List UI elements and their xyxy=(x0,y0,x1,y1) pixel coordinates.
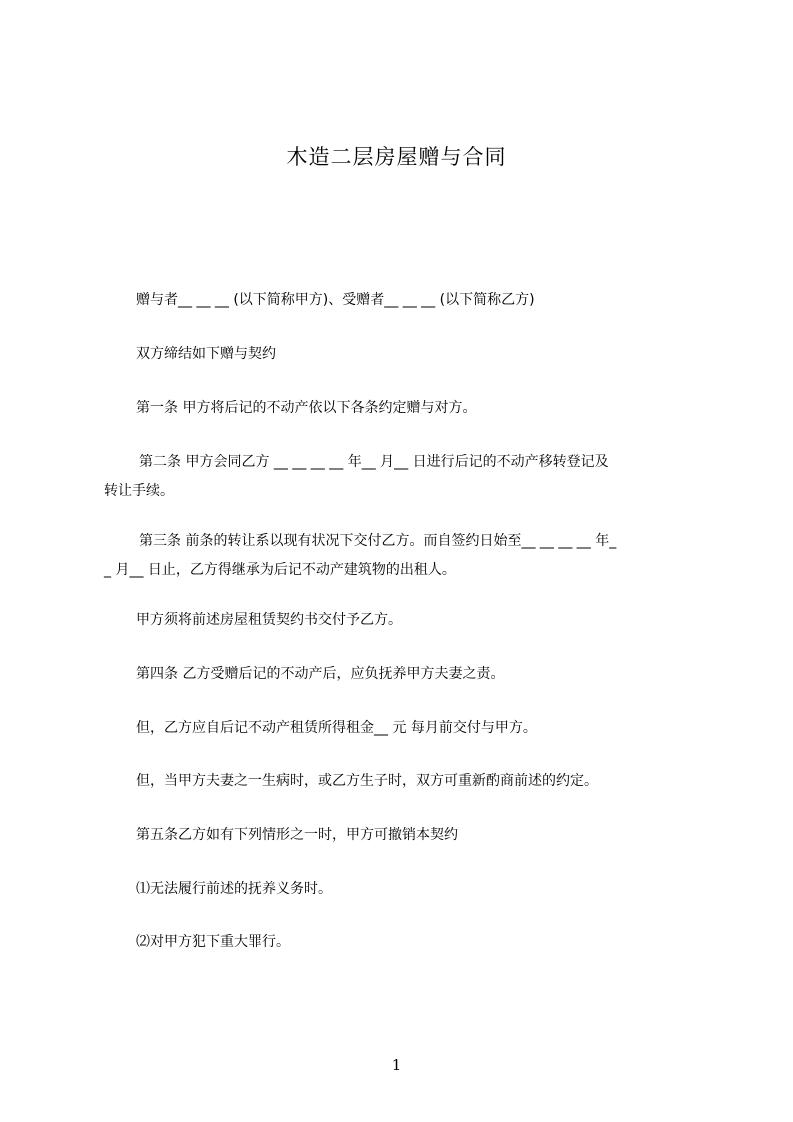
paragraph-line: 双方缔结如下赠与契约 xyxy=(136,346,276,362)
paragraph-line: ⑴无法履行前述的抚养义务时。 xyxy=(136,881,332,897)
paragraph-rent xyxy=(104,714,704,743)
page-number: 1 xyxy=(391,1056,402,1074)
paragraph-article-3 xyxy=(104,527,704,585)
paragraph-article-1 xyxy=(104,394,704,423)
paragraph-line: 转让手续。 xyxy=(104,483,174,499)
paragraph-line: 第二条 甲方会同乙方 __ __ __ __ 年__ 月__ 日进行后记的不动产移转登记及 xyxy=(139,454,609,470)
paragraph-parties xyxy=(104,286,704,315)
paragraph-article-5 xyxy=(104,821,704,850)
paragraph-line: ⑵对甲方犯下重大罪行。 xyxy=(136,934,290,950)
paragraph-line: 第五条乙方如有下列情形之一时，甲方可撤销本契约 xyxy=(136,827,458,843)
paragraph-line: _ 月__ 日止，乙方得继承为后记不动产建筑物的出租人。 xyxy=(104,562,456,578)
paragraph-agreement xyxy=(104,340,704,369)
paragraph-lease-delivery xyxy=(104,606,704,635)
paragraph-line: 第一条 甲方将后记的不动产依以下各条约定赠与对方。 xyxy=(136,400,477,416)
paragraph-condition-2 xyxy=(104,928,704,957)
paragraph-line: 第四条 乙方受赠后记的不动产后，应负抚养甲方夫妻之责。 xyxy=(136,666,505,682)
paragraph-condition-1 xyxy=(104,875,704,904)
paragraph-article-4 xyxy=(104,660,704,689)
paragraph-article-2 xyxy=(104,448,704,506)
paragraph-renegotiate xyxy=(104,767,704,796)
paragraph-line: 甲方须将前述房屋租赁契约书交付予乙方。 xyxy=(136,612,402,628)
paragraph-line: 第三条 前条的转让系以现有状况下交付乙方。而自签约日始至__ __ __ __ 年_ xyxy=(139,533,617,549)
paragraph-line: 但，乙方应自后记不动产租赁所得租金__ 元 每月前交付与甲方。 xyxy=(136,720,537,736)
paragraph-line: 但，当甲方夫妻之一生病时，或乙方生子时，双方可重新酌商前述的约定。 xyxy=(136,773,598,789)
paragraph-line: 赠与者__ __ __ (以下简称甲方)、受赠者__ __ __ (以下简称乙方) xyxy=(136,292,535,308)
document-title: 木造二层房屋赠与合同 xyxy=(286,145,507,169)
